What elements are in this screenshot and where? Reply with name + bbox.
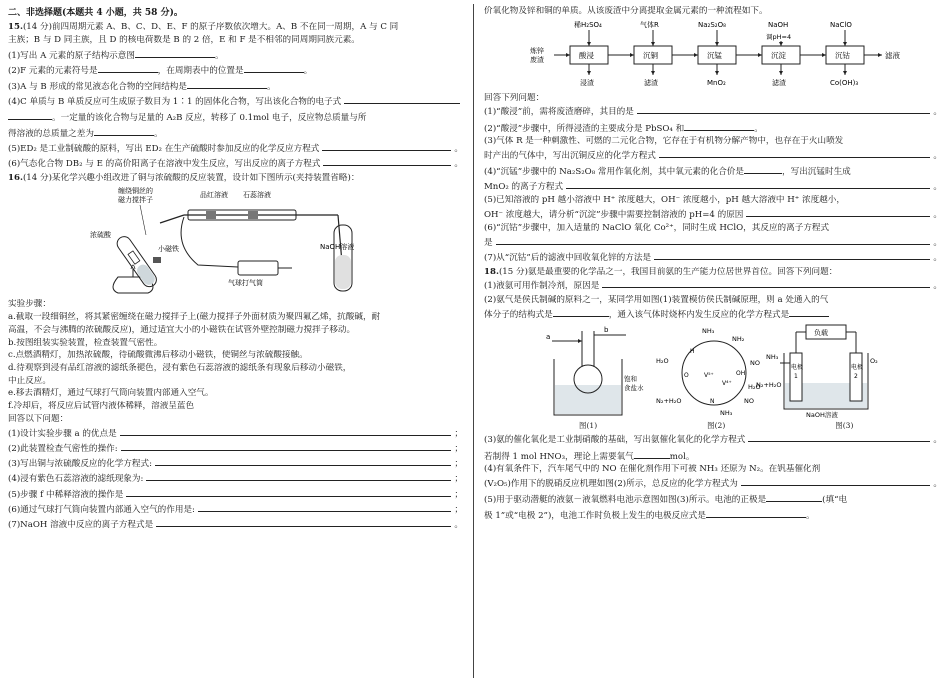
q16-intro: (14 分)某化学兴趣小组改进了铜与浓硫酸的反应装置，设计如下图所示(夹持装置省略)： (22, 172, 360, 183)
q15-blank-5[interactable] (322, 142, 451, 151)
q15-intro: (14 分)前四周期元素 A、B、C、D、E、F 的原子序数依次增大。A、B 不在同一周期，A 与 C 同 (22, 22, 399, 33)
q17-q3a: (3)气体 R 是一种刺激性、可燃的二元化合物，它存在于有机物分解产物中，也存在于火山喷发 (484, 136, 844, 147)
q15-end-1: 。 (214, 50, 224, 61)
q18-number: 18. (484, 266, 499, 277)
q16-step-a2: 高温，不会与沸腾的浓硫酸反应)，通过适宜大小的小磁铁在试管外壁控制磁力搅拌子移动。 (8, 324, 356, 335)
q18-blank-5a[interactable] (766, 492, 822, 502)
q16-apparatus-figure (88, 185, 388, 297)
right-column (484, 6, 942, 524)
flow-ph-note: 调pH=4 (766, 32, 792, 41)
fig3-elec2: 电极 (851, 363, 864, 371)
label-wire: 缠绕铜丝的 (118, 187, 153, 196)
q18-q4a: (4)有氧条件下，汽车尾气中的 NO 在催化剂作用下可被 NH₃ 还原为 N₂。在钒基催化剂 (484, 464, 821, 475)
q17-q5a: (5)已知溶液的 pH 越小溶液中 H⁺ 浓度越大，OH⁻ 浓度越小，pH 越大溶液中 H⁺ 浓度越小， (484, 195, 845, 206)
q16-end-7: 。 (454, 520, 463, 531)
q16-q3: (3)写出铜与浓硫酸反应的化学方程式: (8, 459, 152, 470)
q16-q7: (7)NaOH 溶液中反应的离子方程式是 (8, 520, 154, 531)
q16-end-5: ； (454, 489, 463, 500)
cycle-n2-h2o: N₂+H₂O (656, 396, 682, 405)
q15-blank-4c[interactable] (94, 126, 154, 136)
q15-part-2b: ，在周期表中的位置是 (157, 66, 244, 77)
q16-end-2: ； (454, 443, 463, 454)
stir-bar (128, 251, 140, 264)
q17-q5b: OH⁻ 浓度越大，请分析“沉淀”步骤中需要控制溶液的 pH=4 的原因 (484, 210, 744, 221)
cycle-v5: V⁵⁺ (704, 371, 714, 379)
q18-end-3: 。 (933, 435, 942, 446)
q17-blank-6[interactable] (496, 236, 931, 245)
figure-captions (579, 421, 942, 430)
q16-q6: (6)通过气球打气筒向装置内部通入空气的作用是: (8, 504, 195, 515)
figure-1-apparatus (546, 326, 644, 415)
flow-input-1: 炼锌 (530, 46, 544, 55)
flow-box-3 (698, 46, 736, 64)
q18-blank-2b[interactable] (789, 307, 829, 317)
q17-blank-2[interactable] (684, 121, 754, 131)
fig3-naoh: NaOH溶液 (806, 410, 838, 419)
q17-blank-1[interactable] (637, 105, 931, 114)
cycle-no-right: NO (750, 358, 760, 367)
q18-q2b: 体分子的结构式是 (484, 310, 553, 321)
cycle-no-bottom: NO (744, 396, 754, 405)
cycle-n: N (710, 397, 715, 405)
q15-blank-4a[interactable] (344, 95, 460, 104)
caption-fig2: 图(2) (707, 420, 726, 430)
q16-blank-2[interactable] (121, 442, 452, 451)
flow-box-5-label: 沉钴 (835, 50, 850, 60)
q17-blank-3[interactable] (659, 149, 931, 158)
q16-q4: (4)浸有紫色石蕊溶液的滤纸现象为: (8, 474, 144, 485)
q16-end-3: ； (454, 459, 463, 470)
q17-end-4: 。 (933, 182, 942, 193)
flow-box-1 (570, 46, 608, 64)
q18-end-4: 。 (933, 479, 942, 490)
q17-q4c: MnO₂ 的离子方程式 (484, 182, 564, 193)
cycle-o: O (684, 371, 689, 379)
q16-q5: (5)步骤 f 中稀释溶液的操作是 (8, 489, 124, 500)
left-column (8, 6, 463, 533)
q18-intro: (15 分)氨是最重要的化学品之一，我国目前氨的生产能力位居世界首位。回答下列问题： (498, 266, 838, 277)
q16-q2: (2)此装置检查气密性的操作: (8, 443, 118, 454)
q15-part-2: (2)F 元素的元素符号是 (8, 66, 98, 77)
fig3-elec2-num: 2 (854, 372, 858, 380)
flow-box-2 (634, 46, 672, 64)
q16-step-e: e.移去酒精灯，通过气球打气筒向装置内部通入空气。 (8, 388, 214, 399)
flow-output-4: 滤渣 (772, 78, 786, 87)
test-tube (114, 234, 159, 290)
q16-number: 16. (8, 172, 23, 183)
q18-q5a: (5)用于驱动潜艇的液氨－液氧燃料电池示意图如图(3)所示。电池的正极是 (484, 495, 767, 506)
q15-end-6: 。 (454, 158, 463, 169)
label-pump: 气球打气筒 (228, 279, 263, 288)
small-magnet (153, 257, 161, 263)
cycle-h: H (690, 347, 695, 355)
q17-q6b: 是 (484, 238, 493, 249)
question-18 (484, 267, 942, 522)
q15-end-3: 。 (266, 82, 276, 93)
q17-end-7: 。 (933, 253, 942, 264)
q15-part-4c: 得溶液的总质量之差为 (8, 128, 94, 139)
q17-end-6: 。 (933, 238, 942, 249)
litmus-paper-1 (206, 211, 216, 219)
q16-end-1: ； (454, 428, 463, 439)
flow-box-2-label: 沉铜 (643, 50, 658, 60)
q15-intro-2: 主族；B 与 D 同主族，且 D 的核电荷数是 B 的 2 倍，E 和 F 是不相邻的同周期同族元素。 (8, 34, 360, 45)
q18-q2c: ，通入该气体时烧杯内发生反应的化学方程式是 (608, 310, 790, 321)
q15-blank-2a[interactable] (98, 63, 158, 73)
q18-q5b: 极 1”或“电极 2”)，电池工作时负极上发生的电极反应式是 (484, 511, 706, 522)
figure-2-cycle (656, 327, 761, 417)
flow-box-5 (826, 46, 864, 64)
q17-blank-5[interactable] (746, 208, 930, 217)
q16-answer-title: 回答以下问题： (8, 413, 69, 424)
q18-q3: (3)氨的催化氧化是工业制硝酸的基础，写出氨催化氧化的化学方程式 (484, 435, 746, 446)
q15-number: 15. (8, 22, 23, 33)
flow-box-4 (762, 46, 800, 64)
q17-end-5: 。 (933, 210, 942, 221)
q17-blank-7[interactable] (654, 251, 930, 260)
figure-3-fuel-cell (756, 325, 878, 419)
q16-blank-3[interactable] (155, 457, 451, 466)
q15-end-2: 。 (303, 66, 313, 77)
q15-part-5: (5)ED₂ 是工业制硫酸的原料，写出 ED₂ 在生产硫酸时参加反应的化学反应方程式 (8, 143, 320, 154)
fig3-nh3: NH₃ (766, 352, 779, 361)
q18-blank-5b[interactable] (706, 508, 806, 518)
fig3-load-label: 负载 (814, 328, 828, 337)
q17-answer-title: 回答下列问题： (484, 92, 545, 103)
q16-step-d1: d.待观察到浸有品红溶液的滤纸条褪色，浸有紫色石蕊溶液的滤纸条有现象后移动小磁铁， (8, 363, 352, 373)
q18-q4b: (V₂O₅)作用下的脱硝反应机理如图(2)所示，总反应的化学方程式为 (484, 479, 738, 490)
fig3-o2: O₂ (870, 356, 878, 365)
flow-input-2: 废渣 (530, 55, 544, 64)
section-title: 二、非选择题(本题共 4 小题，共 58 分)。 (8, 8, 183, 18)
q17-end-3: 。 (933, 151, 942, 162)
flow-reagent-3: Na₂S₂O₈ (698, 20, 726, 29)
q18-q2a: (2)氨气是侯氏制碱的原料之一，某同学用如图(1)装置模仿侯氏制碱原理，则 a 处通入的气 (484, 294, 829, 305)
q17-flowchart (530, 19, 910, 91)
caption-fig1: 图(1) (579, 420, 598, 430)
cycle-nh2: NH₂ (732, 334, 745, 343)
q18-end-3b: mol。 (669, 451, 695, 462)
q17-q2: (2)“酸浸”步骤中，所得浸渣的主要成分是 PbSO₄ 和 (484, 123, 685, 134)
cycle-v4: V⁴⁺ (722, 379, 732, 387)
q15-part-4: (4)C 单质与 B 单质反应可生成原子数目为 1∶1 的固体化合物，写出该化合物的电子式 (8, 96, 342, 107)
q15-blank-2b[interactable] (244, 63, 304, 73)
flow-output-1: 浸渣 (580, 78, 594, 87)
question-16 (8, 173, 463, 531)
q17-q4a: (4)“沉锰”步骤中的 Na₂S₂O₈ 常用作氧化剂，其中氧元素的化合价是 (484, 167, 744, 178)
cycle-nh3-bottom: NH₃ (720, 408, 733, 417)
q16-steps-title: 实验步骤： (8, 299, 51, 310)
fig1-label-a: a (546, 332, 551, 341)
q16-step-d2: 中止反应。 (8, 375, 51, 386)
q18-blank-2a[interactable] (553, 307, 609, 317)
flow-output-3: MnO₂ (707, 78, 726, 87)
q16-blank-1[interactable] (120, 427, 452, 436)
fig1-label-salt1: 饱和 (624, 374, 637, 383)
question-15 (8, 22, 463, 169)
q15-end-4: 。 (153, 128, 163, 139)
q16-blank-7[interactable] (156, 518, 451, 527)
q18-blank-1[interactable] (602, 279, 930, 288)
q18-q1: (1)液氨可用作制冷剂，原因是 (484, 281, 600, 292)
q17-q6a: (6)“沉钴”步骤中，加入适量的 NaClO 氧化 Co²⁺，同时生成 HClO，其反应的离子方程式 (484, 223, 830, 234)
q15-blank-1[interactable] (135, 48, 215, 58)
flow-reagent-4: NaOH (768, 20, 789, 29)
q17-end-2: 。 (754, 123, 763, 134)
q15-end-5: 。 (454, 143, 463, 154)
q16-blank-4[interactable] (146, 472, 451, 481)
q16-end-4: ； (454, 474, 463, 485)
q17-blank-4a[interactable] (744, 164, 782, 174)
cycle-nh3-top: NH₃ (702, 326, 715, 335)
q17-q4b: ，写出沉锰时生成 (782, 167, 851, 178)
cycle-h2o-left: H₂O (656, 356, 669, 365)
flow-reagent-5: NaClO (830, 20, 852, 29)
q16-blank-5[interactable] (126, 488, 451, 497)
q16-step-f: f.冷却后，将反应后试管内液体稀释，溶液呈蓝色 (8, 401, 195, 412)
q18-q3b: 若制得 1 mol HNO₃，理论上需要氧气 (484, 451, 634, 462)
q16-step-c: c.点燃酒精灯，加热浓硫酸，待硫酸微沸后移动小磁铁，使铜丝与浓硫酸接触。 (8, 350, 308, 361)
q15-blank-6[interactable] (323, 157, 451, 166)
q15-part-3: (3)A 与 B 形成的常见液态化合物的空间结构是 (8, 82, 187, 93)
fig3-elec1: 电极 (791, 363, 804, 371)
label-naoh: NaOH溶液 (320, 243, 355, 252)
q16-blank-6[interactable] (198, 503, 451, 512)
q18-end-1: 。 (933, 281, 942, 292)
q18-blank-4[interactable] (741, 477, 931, 486)
q17-q7: (7)从“沉钴”后的滤液中回收氧化锌的方法是 (484, 253, 652, 264)
q16-step-a1: a.截取一段细铜丝，将其紧密缠绕在磁力搅拌子上(磁力搅拌子外面材质为聚四氟乙烯，抗酸碱，耐 (8, 312, 381, 323)
q17-blank-4b[interactable] (566, 180, 930, 189)
q18-figures (544, 323, 884, 419)
flow-reagent-2: 气体R (640, 20, 659, 29)
label-wire2: 磁力搅拌子 (118, 196, 153, 205)
flow-final: 滤液 (885, 50, 900, 60)
q18-q5a-end: (填“电 (822, 495, 848, 506)
flow-box-1-label: 酸浸 (579, 50, 594, 60)
q15-part-4b: 。一定量的该化合物与足量的 A₂B 反应，转移了 0.1mol 电子，反应物总质量与所 (52, 113, 367, 124)
q17-q1: (1)“酸浸”前，需将废渣磨碎，其目的是 (484, 107, 634, 118)
q16-end-6: ； (454, 504, 463, 515)
column-divider (473, 4, 474, 678)
flow-reagent-1: 稀H₂SO₄ (574, 20, 602, 29)
q17-end-1: 。 (933, 107, 942, 118)
fig3-n2-h2o: N₂+H₂O (756, 380, 782, 389)
label-magnet: 小磁铁 (158, 245, 179, 254)
q16-q1: (1)设计实验步骤 a 的优点是 (8, 428, 117, 439)
fig1-label-b: b (604, 325, 609, 334)
q18-end-5: 。 (806, 511, 815, 522)
q17-continuation: 价氧化物及锌和铜的单质。从该废渣中分离提取金属元素的一种流程如下。 (484, 6, 768, 16)
flow-output-2: 滤渣 (644, 78, 658, 87)
label-lime: 石蕊溶液 (243, 191, 271, 200)
q16-step-b: b.按图组装实验装置，检查装置气密性。 (8, 337, 163, 348)
q15-part-1: (1)写出 A 元素的原子结构示意图 (8, 50, 135, 61)
q15-blank-4b[interactable] (8, 110, 52, 120)
q18-blank-3[interactable] (748, 433, 930, 442)
q15-blank-3[interactable] (187, 79, 267, 89)
q15-part-6: (6)气态化合物 DB₂ 与 E 的高价阳离子在溶液中发生反应，写出反应的离子方程式 (8, 158, 321, 169)
label-litmus: 品红溶液 (200, 191, 228, 200)
fig3-elec1-num: 1 (794, 372, 798, 380)
flow-box-4-label: 沉淀 (771, 50, 786, 60)
balloon-pump (238, 261, 278, 275)
label-acid: 浓硫酸 (90, 231, 111, 240)
fig1-label-salt2: 食盐水 (624, 383, 644, 392)
q17-q3b: 时产出的气体中，写出沉铜反应的化学方程式 (484, 151, 656, 162)
caption-fig3: 图(3) (835, 420, 854, 430)
q18-blank-3b[interactable] (634, 449, 670, 459)
flow-output-5: Co(OH)₃ (830, 78, 859, 87)
flow-box-3-label: 沉锰 (707, 50, 722, 60)
cycle-oh: OH (736, 369, 746, 377)
litmus-paper-2 (248, 211, 258, 219)
cycle-h2o-right: H₂O (748, 382, 761, 391)
